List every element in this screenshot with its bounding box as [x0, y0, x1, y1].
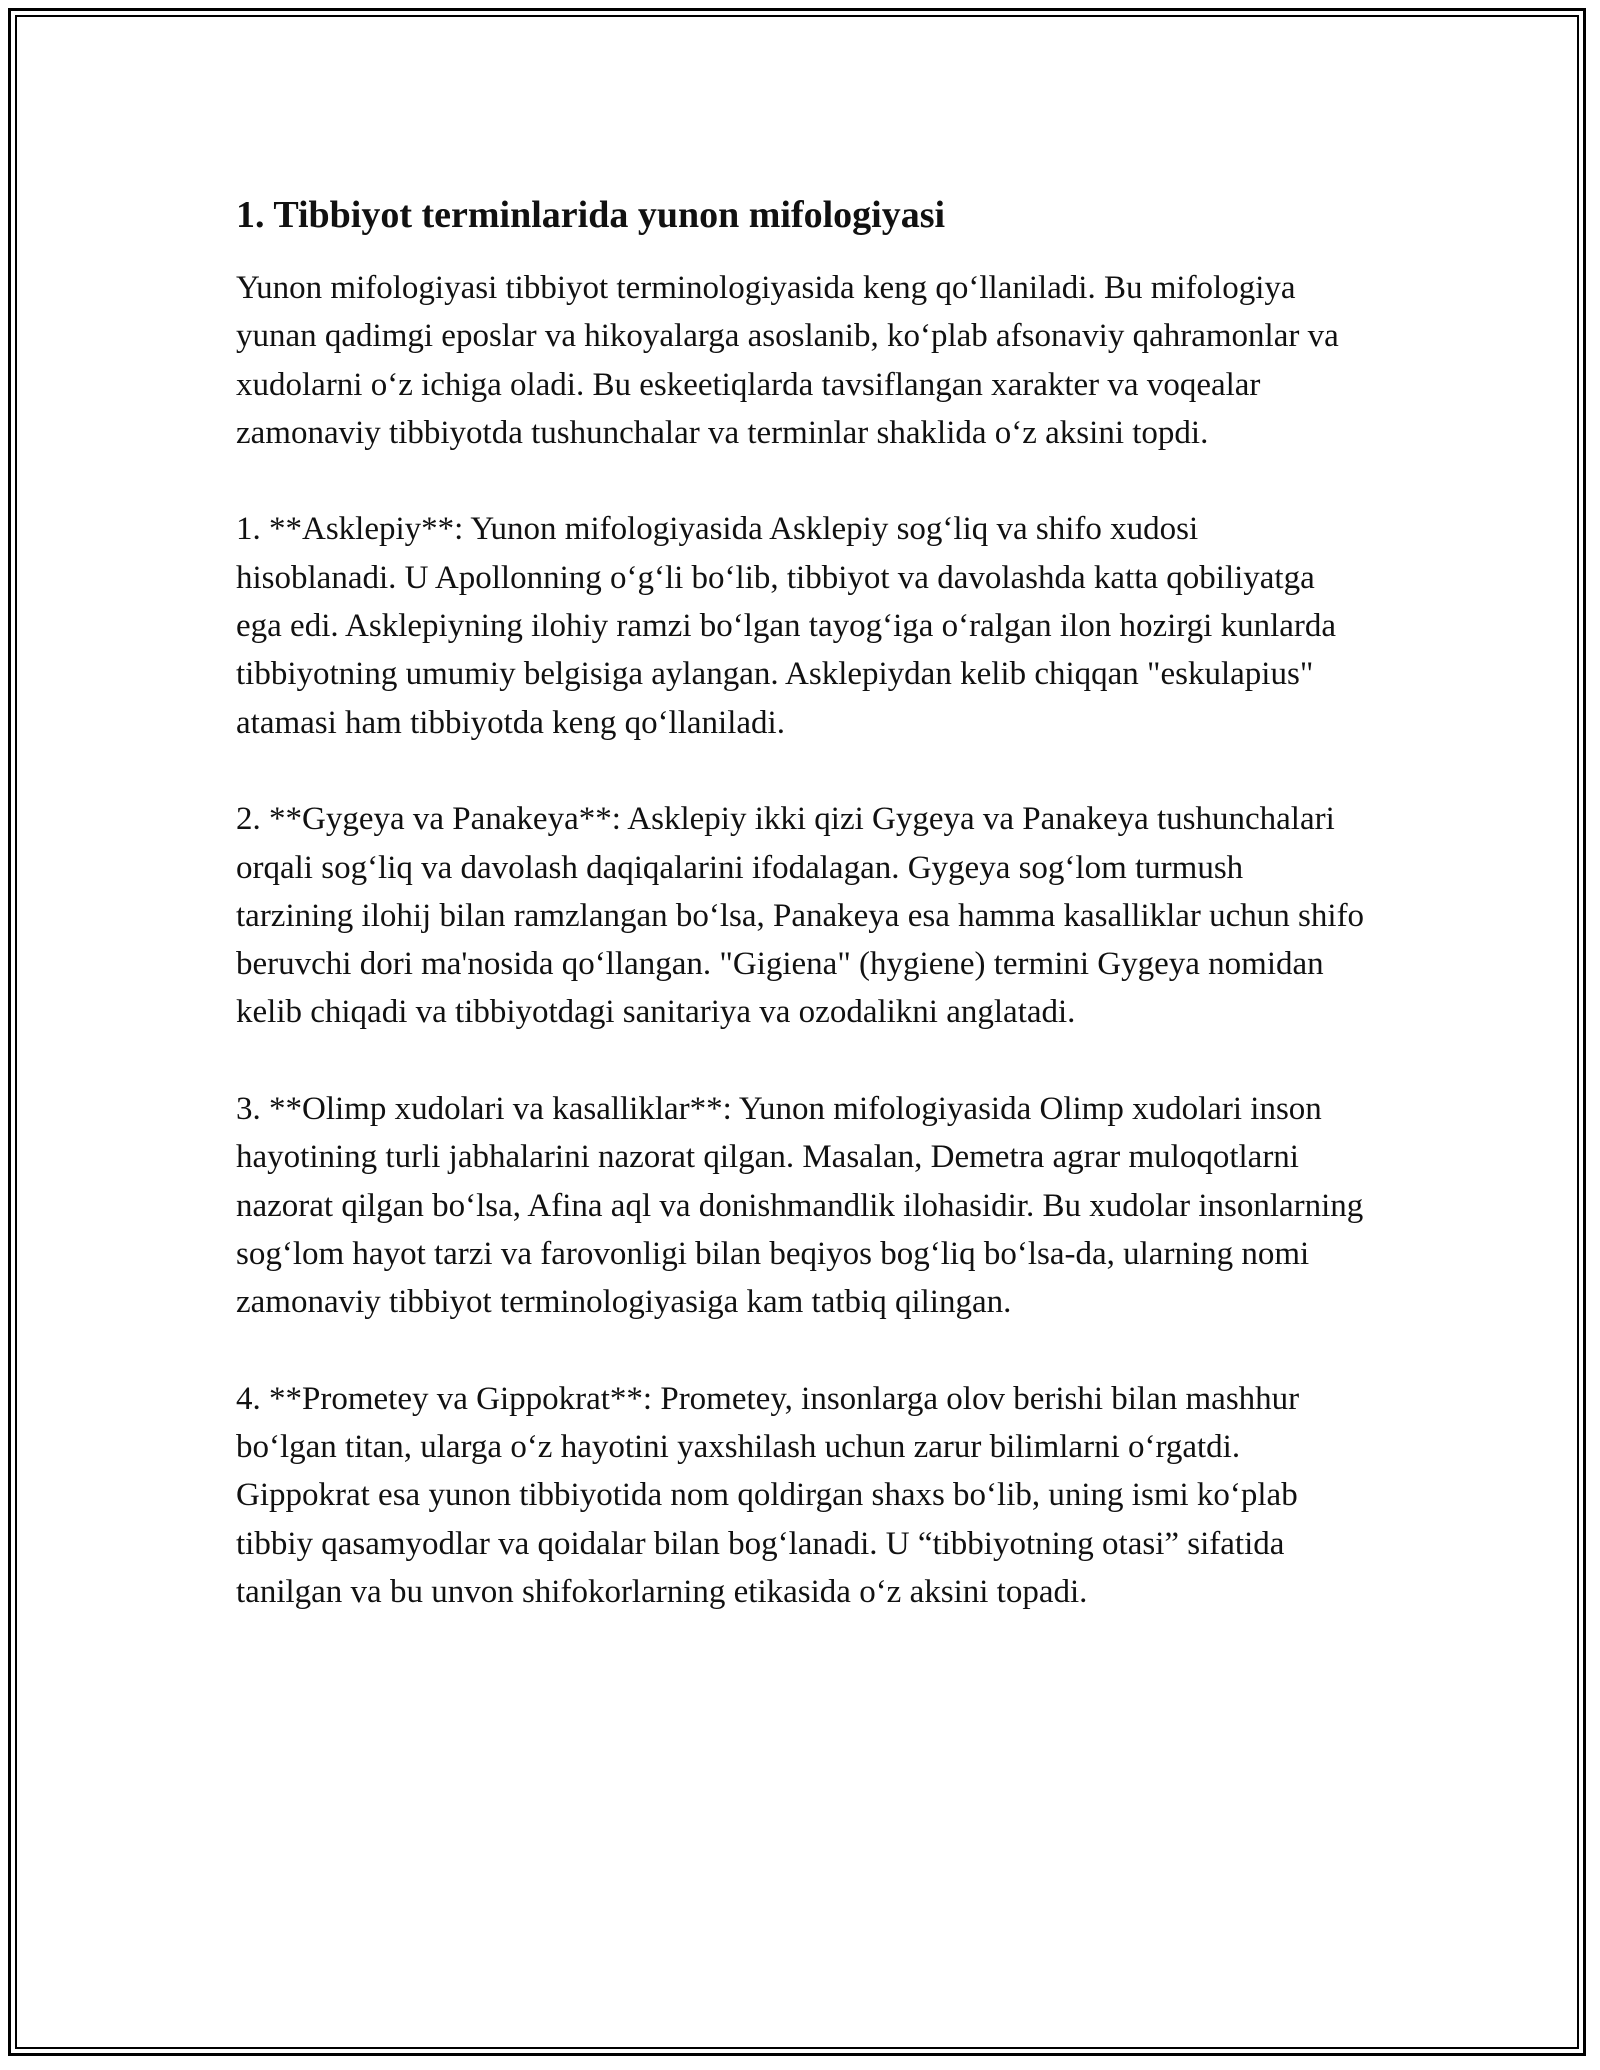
document-body	[236, 188, 1366, 1616]
paragraph-gygeya-panakeya: 2. **Gygeya va Panakeya**: Asklepiy ikki qizi Gygeya va Panakeya tushunchalari orqali sog‘liq va davolash daqiqalarini ifodalagan. Gygeya sog‘lom turmush tarzining ilohij bilan ramzlangan bo‘lsa, Panakeya esa hamma kasalliklar uchun shifo beruvchi dori ma'nosida qo‘llangan. "Gigiena" (hygiene) termini Gygeya nomidan kelib chiqadi va tibbiyotdagi sanitariya va ozodalikni anglatadi.	[236, 801, 1365, 1031]
intro-paragraph: Yunon mifologiyasi tibbiyot terminologiyasida keng qo‘llaniladi. Bu mifologiya yunan qadimgi eposlar va hikoyalarga asoslanib, ko‘plab afsonaviy qahramonlar va xudolarni o‘z ichiga oladi. Bu eskeetiqlarda tavsiflangan xarakter va voqealar zamonaviy tibbiyotda tushunchalar va terminlar shaklida o‘z aksini topdi.	[236, 270, 1339, 451]
document-title: 1. Tibbiyot terminlarida yunon mifologiyasi	[236, 194, 946, 236]
paragraph-asklepiy: 1. **Asklepiy**: Yunon mifologiyasida Asklepiy sog‘liq va shifo xudosi hisoblanadi. U Apollonning o‘g‘li bo‘lib, tibbiyot va davolashda katta qobiliyatga ega edi. Asklepiyning ilohiy ramzi bo‘lgan tayog‘iga o‘ralgan ilon hozirgi kunlarda tibbiyotning umumiy belgisiga aylangan. Asklepiydan kelib chiqqan "eskulapius" atamasi ham tibbiyotda keng qo‘llaniladi.	[236, 511, 1337, 741]
paragraph-olimp-xudolari: 3. **Olimp xudolari va kasalliklar**: Yunon mifologiyasida Olimp xudolari inson hayotining turli jabhalarini nazorat qilgan. Masalan, Demetra agrar muloqotlarni nazorat qilgan bo‘lsa, Afina aql va donishmandlik ilohasidir. Bu xudolar insonlarning sog‘lom hayot tarzi va farovonligi bilan beqiyos bog‘liq bo‘lsa-da, ularning nomi zamonaviy tibbiyot terminologiyasiga kam tatbiq qilingan.	[236, 1091, 1364, 1321]
paragraph-prometey-gippokrat: 4. **Prometey va Gippokrat**: Prometey, insonlarga olov berishi bilan mashhur bo‘lgan titan, ularga o‘z hayotini yaxshilash uchun zarur bilimlarni o‘rgatdi. Gippokrat esa yunon tibbiyotida nom qoldirgan shaxs bo‘lib, uning ismi ko‘plab tibbiy qasamyodlar va qoidalar bilan bog‘lanadi. U “tibbiyotning otasi” sifatida tanilgan va bu unvon shifokorlarning etikasida o‘z aksini topadi.	[236, 1380, 1300, 1611]
